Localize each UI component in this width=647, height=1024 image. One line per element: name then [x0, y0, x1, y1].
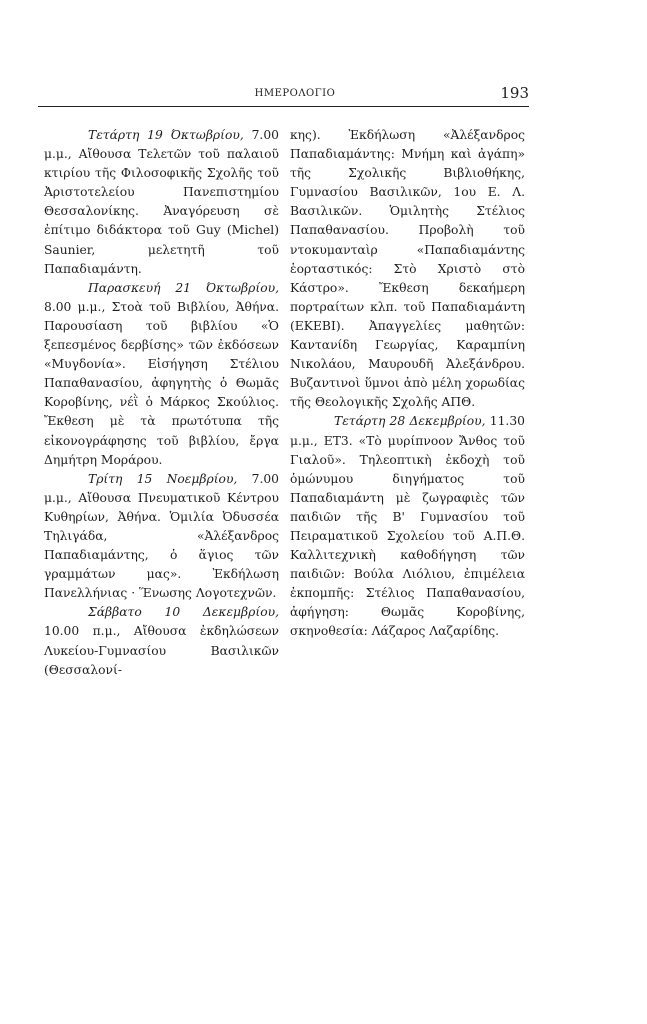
header-rule — [38, 106, 529, 107]
right-column — [290, 126, 525, 642]
entry-date: Σάββατο 10 Δεκεμβρίου, — [88, 605, 279, 620]
entry-2022-12-10 — [44, 603, 279, 679]
entry-text: 7.00 μ.μ., Αἴθουσα Πνευματικοῦ Κέντρου Κυθηρίων, Ἀθήνα. Ὁμιλία Ὀδυσσέα Τηλιγάδα, «Ἀλέξανδρος Παπαδιαμάντης, ὁ ἅγιος τῶν γραμμάτων μας». Ἐκδήλωση Πανελλήνιας · Ἕνωσης Λογοτεχνῶν. — [44, 471, 280, 601]
entry-2022-12-10-continued — [290, 126, 525, 412]
entry-2022-12-28 — [290, 412, 525, 641]
entry-text: 10.00 π.μ., Αἴθουσα ἐκδηλώσεων Λυκείου-Γυμνασίου Βασιλικῶν (Θεσσαλονί- — [44, 624, 279, 677]
left-column — [44, 126, 279, 680]
entry-text: 11.30 μ.μ., ΕΤ3. «Τὸ μυρίπνοον Ἄνθος τοῦ Γιαλοῦ». Τηλεοπτικὴ ἐκδοχὴ τοῦ ὁμώνυμου διηγήματος τοῦ Παπαδιαμάντη μὲ ζωγραφιὲς τῶν παιδιῶν τῆς Β' Γυμνασίου τοῦ Πειραματικοῦ Σχολείου τοῦ Α.Π.Θ. Καλλιτεχνικὴ καθοδήγηση τῶν παιδιῶν: Βούλα Λιόλιου, ἐπιμέλεια ἐκπομπῆς: Στέλιος Παπαθανασίου, ἀφήγηση: Θωμᾶς Κοροβίνης, σκηνοθεσία: Λάζαρος Λαζαρίδης. — [290, 414, 525, 639]
entry-date: Τρίτη 15 Νοεμβρίου, — [88, 471, 238, 486]
entry-text: 8.00 μ.μ., Στοὰ τοῦ Βιβλίου, Ἀθήνα. Παρουσίαση τοῦ βιβλίου «Ὁ ξεπεσμένος δερβίσης» τῶν ἐκδόσεων «Μυγδονία». Εἰσήγηση Στέλιου Παπαθανασίου, ἀφηγητὴς ὁ Θωμᾶς Κοροβίνης, νέῒ ὁ Μάρκος Σκούλιος. Ἔκθεση μὲ τὰ πρωτότυπα τῆς εἰκονογράφησης τοῦ βιβλίου, ἔργα Δημήτρη Μοράρου. — [44, 299, 279, 467]
entry-text: 7.00 μ.μ., Αἴθουσα Τελετῶν τοῦ παλαιοῦ κτιρίου τῆς Φιλοσοφικῆς Σχολῆς τοῦ Ἀριστοτελείου Πανεπιστημίου Θεσσαλονίκης. Ἀναγόρευση σὲ ἐπίτιμο διδάκτορα τοῦ Guy (Michel) Saunier, μελετητῆ τοῦ Παπαδιαμάντη. — [44, 128, 279, 276]
running-title: ΗΜΕΡΟΛΟΓΙΟ — [254, 88, 336, 99]
entry-date: Τετάρτη 19 Όκτωβρίου, — [88, 128, 244, 142]
page-number: 193 — [500, 84, 529, 102]
entry-2022-10-21 — [44, 279, 279, 470]
entry-date: Παρασκευή 21 Όκτωβρίου, — [88, 280, 279, 295]
entry-date: Τετάρτη 28 Δεκεμβρίου, — [334, 414, 486, 429]
entry-2022-10-19 — [44, 126, 279, 279]
entry-2022-11-15 — [44, 470, 279, 604]
entry-text: κης). Ἐκδήλωση «Ἀλέξανδρος Παπαδιαμάντης: Μνήμη καὶ ἀγάπη» τῆς Σχολικῆς Βιβλιοθήκης, Γυμνασίου Βασιλικῶν, 1ου Ε. Λ. Βασιλικῶν. Ὁμιλητὴς Στέλιος Παπαθανασίου. Προβολὴ τοῦ ντοκυμανταὶρ «Παπαδιαμάντης ἑορταστικός: Στὸ Χριστὸ στὸ Κάστρο». Ἔκθεση δεκαήμερη πορτραίτων κλπ. τοῦ Παπαδιαμάντη (ΕΚΕΒΙ). Ἀπαγγελίες μαθητῶν: Καντανίδη Γεωργίας, Καραμπίνη Νικολάου, Μαυρουδῆ Ἀλεξάνδρου. Βυζαντινοὶ ὕμνοι ἀπὸ μέλη χορωδίας τῆς Θεολογικῆς Σχολῆς ΑΠΘ. — [290, 128, 525, 410]
